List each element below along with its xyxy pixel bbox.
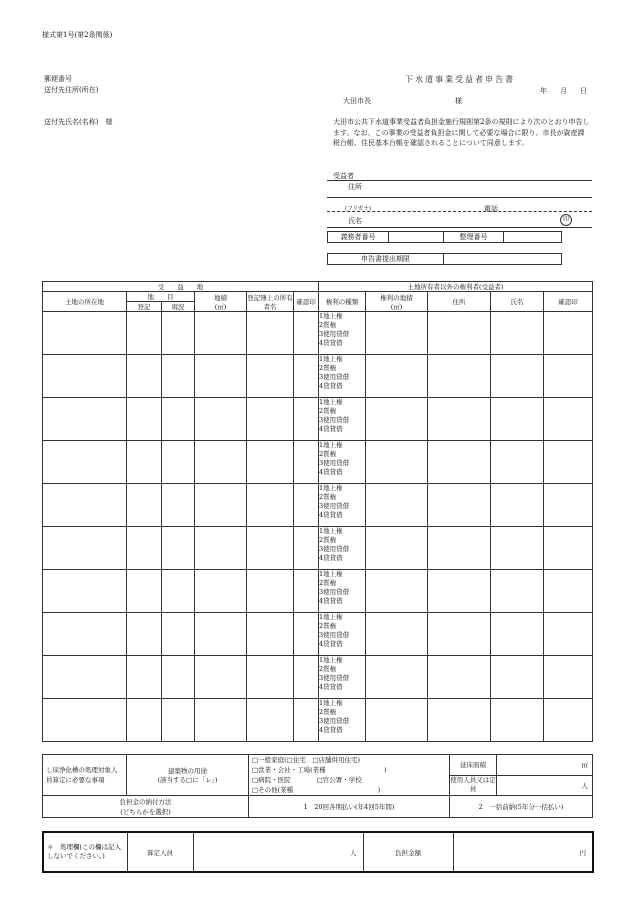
table-cell[interactable] [428,312,491,355]
addressee-honorific: 様 [455,97,462,105]
table-cell[interactable] [294,699,319,742]
right-type-options[interactable] [319,441,366,484]
form-title: 下水道事業受益者申告書 [405,75,515,84]
table-cell[interactable] [162,355,195,398]
table-cell[interactable] [162,527,195,570]
table-cell[interactable] [366,570,428,613]
table-cell[interactable] [366,527,428,570]
right-type-option[interactable]: 2質権 [319,449,337,458]
table-cell[interactable] [162,484,195,527]
table-cell[interactable] [294,398,319,441]
beneficiary-name-field[interactable] [327,227,592,228]
right-type-option[interactable]: 1地上権 [319,699,343,707]
col-current: 現況 [162,302,195,312]
amount-label: 負担金額 [363,832,453,872]
number-box [327,231,562,243]
amount-field[interactable] [453,832,593,872]
deadline-box [327,253,562,265]
table-cell[interactable] [428,613,491,656]
table-cell[interactable] [195,656,247,699]
usage-label: 建築物の用途 [168,767,207,775]
right-type-option[interactable]: 3使用貸借 [319,415,350,424]
land-group-header: 受 益 地 [43,282,319,292]
table-cell[interactable] [247,484,294,527]
payment-hint: (どちらかを選択) [120,807,171,816]
col-area-label: 地積 [214,293,227,302]
table-cell[interactable] [127,312,162,355]
furigana-field[interactable] [327,211,592,212]
col-registered: 登記 [127,302,162,312]
usage-option-3[interactable]: □病院・医院 □官公署・学校 [252,776,362,784]
col-area-unit: (㎡) [214,302,227,311]
table-cell[interactable] [366,312,428,355]
table-cell[interactable] [247,656,294,699]
obligor-number-label: 義務者番号 [340,232,376,241]
count-unit: 人 [350,848,357,857]
table-cell[interactable] [43,527,127,570]
table-cell[interactable] [127,699,162,742]
declaration-text: 大田市公共下水道事業受益者負担金施行規則第2条の規則により次のとおり申告します。なお、この事業の受益者負担金に関して必要な場合に限り、市長が資産課税台帳、住民基本台帳を確認されることについて同意します。 [333,118,590,147]
table-cell[interactable] [491,699,544,742]
table-row [43,613,593,656]
payment-option-1[interactable]: 1 20回各期払い(年4回5年間) [249,796,450,818]
table-cell[interactable] [428,699,491,742]
usage-options[interactable] [249,755,450,796]
table-row [43,484,593,527]
table-cell[interactable] [162,613,195,656]
table-cell[interactable] [43,312,127,355]
table-cell[interactable] [366,441,428,484]
table-cell[interactable] [491,527,544,570]
table-cell[interactable] [127,527,162,570]
table-cell[interactable] [544,355,593,398]
table-cell[interactable] [544,613,593,656]
form-label: 様式第1号(第2条関係) [42,31,113,39]
phone-label: 電話 [484,205,498,213]
table-cell[interactable] [366,699,428,742]
table-cell[interactable] [544,312,593,355]
right-type-options[interactable] [319,527,366,570]
table-cell[interactable] [428,355,491,398]
table-cell[interactable] [127,656,162,699]
usage-option-2[interactable]: □営業・会社・工場(業種 ) [252,766,387,774]
payment-option-2[interactable]: 2 一括前納(5年分一括払い) [450,796,593,818]
table-cell[interactable] [491,570,544,613]
table-cell[interactable] [491,656,544,699]
table-cell[interactable] [195,355,247,398]
table-row [43,398,593,441]
right-type-option[interactable]: 2質権 [319,406,337,415]
table-cell[interactable] [247,441,294,484]
users-unit: 人 [581,781,588,790]
usage-option-4[interactable]: □その他(業種 ) [252,786,381,794]
land-table [42,281,593,742]
right-type-option[interactable]: 2質権 [319,363,337,372]
table-cell[interactable] [491,613,544,656]
count-label: 算定人員 [127,832,193,872]
right-type-options[interactable] [319,312,366,355]
septic-label: し尿浄化槽の処理対象人員算定に必要な事項 [43,755,127,796]
col-seal: 確認印 [294,292,319,312]
beneficiary-address-field[interactable] [327,197,592,198]
table-cell[interactable] [544,570,593,613]
table-cell[interactable] [428,441,491,484]
table-cell[interactable] [247,312,294,355]
right-type-option[interactable]: 1地上権 [319,441,343,449]
table-cell[interactable] [428,570,491,613]
obligor-number-field[interactable] [389,232,443,242]
right-type-option[interactable]: 3使用貸借 [319,630,350,639]
table-cell[interactable] [366,484,428,527]
seal-mark: 印 [560,214,572,226]
col-name: 氏名 [491,292,544,312]
table-cell[interactable] [428,656,491,699]
col-right-area-unit: (㎡) [390,302,403,311]
table-cell[interactable] [247,570,294,613]
users-field[interactable] [497,775,593,796]
right-type-option[interactable]: 2質権 [319,664,337,673]
table-cell[interactable] [195,613,247,656]
table-cell[interactable] [43,570,127,613]
right-type-options[interactable] [319,656,366,699]
col-right-area [366,292,428,312]
right-type-options[interactable] [319,398,366,441]
table-cell[interactable] [247,355,294,398]
table-cell[interactable] [43,441,127,484]
right-type-options[interactable] [319,570,366,613]
floor-area-field[interactable] [497,755,593,776]
table-cell[interactable] [294,613,319,656]
table-cell[interactable] [162,398,195,441]
table-cell[interactable] [544,699,593,742]
col-owner: 登記簿上の所有者名 [247,293,293,311]
table-cell[interactable] [127,441,162,484]
table-cell[interactable] [127,484,162,527]
right-type-option[interactable]: 2質権 [319,492,337,501]
processing-label: ＊ 処理欄(この欄は記入しないでください。) [43,832,127,872]
right-type-option[interactable]: 1地上権 [319,312,343,320]
septic-table [42,754,593,818]
table-cell[interactable] [544,441,593,484]
table-cell[interactable] [544,484,593,527]
reference-number-label: 整理番号 [459,232,488,241]
processing-table [42,831,594,873]
recipient-address-label: 送付先住所(所在) [44,86,99,94]
right-type-option[interactable]: 1地上権 [319,484,343,492]
table-cell[interactable] [491,441,544,484]
table-row [43,355,593,398]
table-cell[interactable] [544,656,593,699]
right-type-option[interactable]: 2質権 [319,578,337,587]
table-cell[interactable] [43,656,127,699]
table-cell[interactable] [491,312,544,355]
users-label: 使用人員又は定員 [450,775,497,796]
right-type-option[interactable]: 1地上権 [319,355,343,363]
table-cell[interactable] [127,613,162,656]
table-cell[interactable] [195,398,247,441]
table-cell[interactable] [366,398,428,441]
table-cell[interactable] [247,613,294,656]
table-cell[interactable] [491,355,544,398]
usage-hint: (該当する□に「レ」) [157,776,218,784]
right-type-option[interactable]: 1地上権 [319,398,343,406]
table-cell[interactable] [491,398,544,441]
table-cell[interactable] [294,312,319,355]
right-type-option[interactable]: 4貸貸借 [319,596,343,605]
col-right-type: 権利の種類 [319,292,366,312]
right-type-options[interactable] [319,355,366,398]
right-type-option[interactable]: 4貸貸借 [319,725,343,734]
right-type-option[interactable]: 1地上権 [319,613,343,621]
reference-number-field[interactable] [504,232,561,242]
table-cell[interactable] [43,355,127,398]
rights-group-header: 土地所有者以外の権利者(受益者) [319,282,593,292]
right-type-option[interactable]: 3使用貸借 [319,501,350,510]
col-area [195,292,247,312]
table-cell[interactable] [294,441,319,484]
table-cell[interactable] [127,355,162,398]
table-cell[interactable] [43,699,127,742]
right-type-option[interactable]: 1地上権 [319,527,343,535]
right-type-option[interactable]: 1地上権 [319,656,343,664]
right-type-option[interactable]: 3使用貸借 [319,544,350,553]
right-type-option[interactable]: 1地上権 [319,570,343,578]
right-type-options[interactable] [319,484,366,527]
right-type-option[interactable]: 3使用貸借 [319,673,350,682]
table-cell[interactable] [428,527,491,570]
usage-cell [127,755,249,796]
postal-code-label: 郵便番号 [44,75,72,83]
right-type-option[interactable]: 3使用貸借 [319,716,350,725]
right-type-option[interactable]: 2質権 [319,320,337,329]
right-type-option[interactable]: 4貸貸借 [319,510,343,519]
date-field[interactable]: 年 月 日 [540,87,590,95]
recipient-name-label: 送付先氏名(名称) 様 [44,118,113,126]
right-type-option[interactable]: 3使用貸借 [319,458,350,467]
right-type-option[interactable]: 2質権 [319,621,337,630]
right-type-options[interactable] [319,613,366,656]
table-row [43,656,593,699]
table-cell[interactable] [195,527,247,570]
usage-option-1[interactable]: □一般家庭(□住宅 □店舗併用住宅) [252,756,360,764]
table-cell[interactable] [195,570,247,613]
table-row [43,527,593,570]
right-type-option[interactable]: 3使用貸借 [319,329,350,338]
table-row [43,570,593,613]
payment-label-cell [43,796,249,818]
deadline-field[interactable] [444,254,561,264]
col-location: 土地の所在地 [43,292,127,312]
right-type-option[interactable]: 4貸貸借 [319,639,343,648]
table-cell[interactable] [162,699,195,742]
beneficiary-heading: 受益者 [333,172,354,180]
table-cell[interactable] [247,398,294,441]
furigana-label: (フリガナ) [345,206,372,212]
right-type-option[interactable]: 3使用貸借 [319,587,350,596]
table-cell[interactable] [544,527,593,570]
beneficiary-address-label: 住所 [348,183,362,191]
floor-area-unit: ㎡ [581,761,588,770]
col-category: 地 目 [127,292,195,302]
table-cell[interactable] [247,527,294,570]
table-cell[interactable] [544,398,593,441]
table-cell[interactable] [366,355,428,398]
table-cell[interactable] [162,441,195,484]
table-cell[interactable] [195,312,247,355]
beneficiary-name-label: 氏名 [348,217,362,225]
table-cell[interactable] [195,441,247,484]
table-cell[interactable] [43,613,127,656]
right-type-option[interactable]: 4貸貸借 [319,381,343,390]
right-type-option[interactable]: 4貸貸借 [319,682,343,691]
right-type-option[interactable]: 4貸貸借 [319,553,343,562]
table-cell[interactable] [366,613,428,656]
table-cell[interactable] [162,570,195,613]
table-cell[interactable] [366,656,428,699]
table-row [43,441,593,484]
right-type-option[interactable]: 2質権 [319,707,337,716]
table-cell[interactable] [247,699,294,742]
table-cell[interactable] [294,527,319,570]
table-cell[interactable] [43,484,127,527]
table-cell[interactable] [162,312,195,355]
payment-label: 負担金の納付方法 [119,797,172,806]
table-cell[interactable] [294,570,319,613]
deadline-label: 申告書提出期限 [361,254,410,263]
table-cell[interactable] [294,656,319,699]
table-cell[interactable] [162,656,195,699]
right-type-options[interactable] [319,699,366,742]
table-cell[interactable] [294,484,319,527]
addressee: 大田市長 [343,97,371,105]
floor-area-label: 延床面積 [450,755,497,776]
right-type-option[interactable]: 3使用貸借 [319,372,350,381]
col-address: 住所 [428,292,491,312]
right-type-option[interactable]: 4貸貸借 [319,467,343,476]
right-type-option[interactable]: 4貸貸借 [319,424,343,433]
table-cell[interactable] [294,355,319,398]
amount-unit: 円 [579,848,586,857]
table-cell[interactable] [127,570,162,613]
col-right-area-label: 権利の地積 [380,293,413,302]
col-seal2: 確認印 [544,292,593,312]
table-cell[interactable] [428,398,491,441]
table-cell[interactable] [195,484,247,527]
right-type-option[interactable]: 4貸貸借 [319,338,343,347]
table-cell[interactable] [43,398,127,441]
table-cell[interactable] [428,484,491,527]
table-cell[interactable] [127,398,162,441]
table-cell[interactable] [491,484,544,527]
table-cell[interactable] [195,699,247,742]
table-row [43,312,593,355]
right-type-option[interactable]: 2質権 [319,535,337,544]
count-field[interactable] [193,832,363,872]
table-row [43,699,593,742]
